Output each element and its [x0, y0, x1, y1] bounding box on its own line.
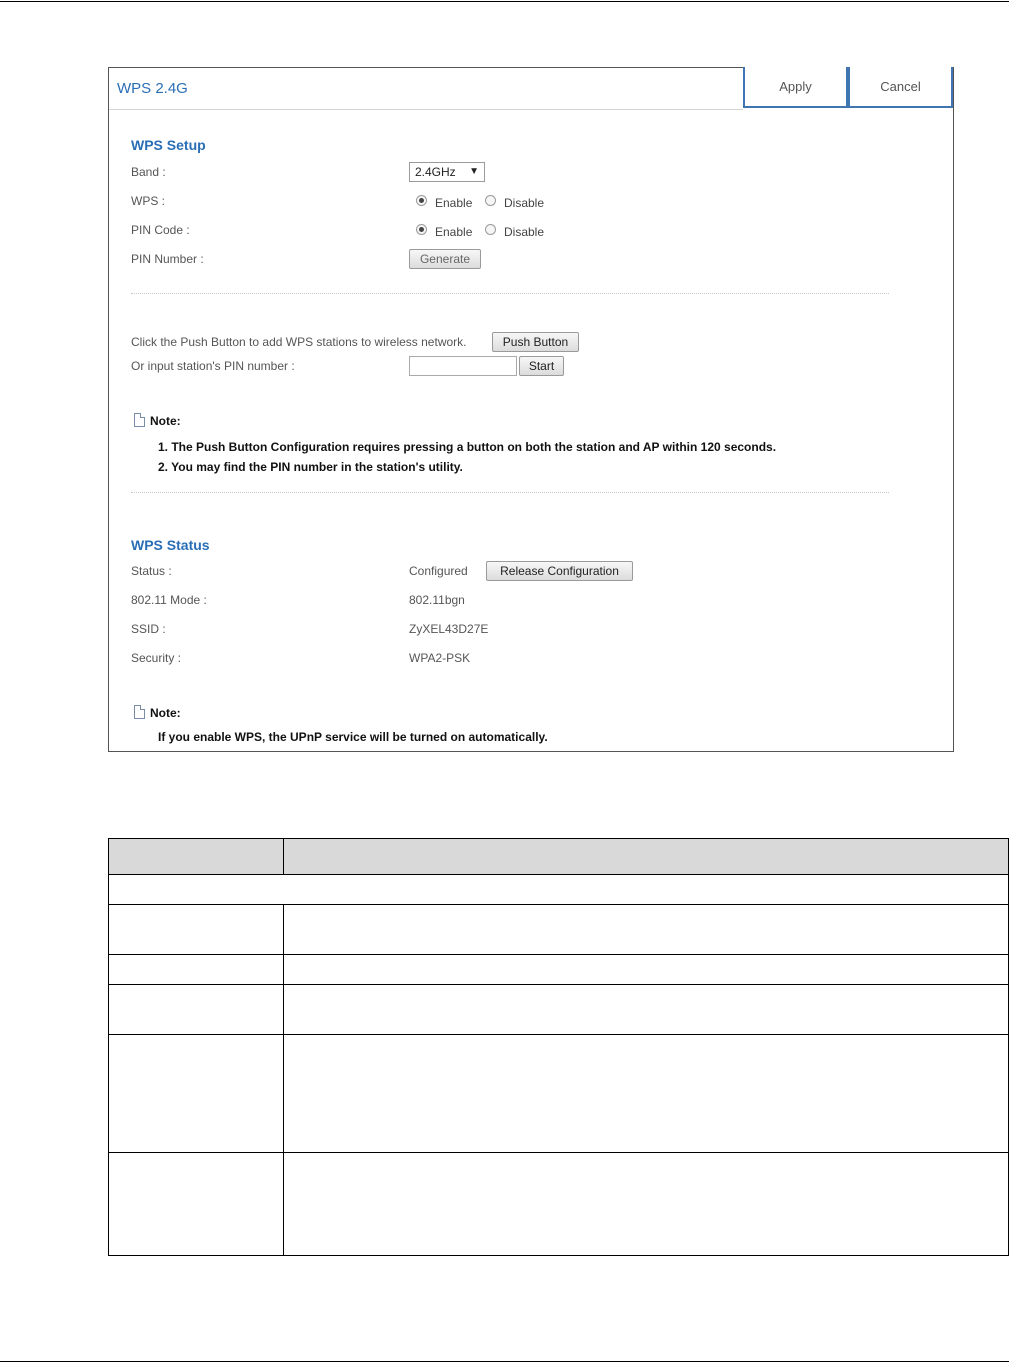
table-cell: [109, 905, 284, 955]
table-row: [109, 1035, 1009, 1153]
table-cell: [284, 1153, 1009, 1256]
security-label: Security :: [131, 651, 182, 665]
apply-button[interactable]: Apply: [743, 67, 848, 108]
table-row: [109, 875, 1009, 905]
station-pin-label: Or input station's PIN number :: [131, 359, 295, 373]
ssid-value: ZyXEL43D27E: [409, 622, 489, 636]
pin-number-label: PIN Number :: [131, 252, 204, 266]
note-heading: Note:: [150, 414, 181, 428]
table-header-cell: [109, 839, 284, 875]
note-icon: [134, 413, 145, 427]
table-row: [109, 985, 1009, 1035]
table-cell: [109, 1153, 284, 1256]
ssid-label: SSID :: [131, 622, 166, 636]
table-header-cell: [284, 839, 1009, 875]
mode-label: 802.11 Mode :: [131, 593, 207, 607]
table-cell: [109, 955, 284, 985]
wps-disable-radio[interactable]: [485, 195, 496, 206]
push-button[interactable]: Push Button: [492, 332, 579, 352]
wps-enable-radio[interactable]: [416, 195, 427, 206]
station-pin-input[interactable]: [409, 356, 517, 376]
cancel-button[interactable]: Cancel: [848, 67, 953, 108]
bottom-rule: [0, 1361, 1009, 1362]
table-row: [109, 1153, 1009, 1256]
pin-enable-radio[interactable]: [416, 224, 427, 235]
note-icon: [134, 705, 145, 719]
note-heading: Note:: [150, 706, 181, 720]
pin-enable-label: Enable: [435, 225, 473, 239]
upnp-note-line: If you enable WPS, the UPnP service will be turned on automatically.: [158, 730, 548, 744]
table-cell: [284, 985, 1009, 1035]
table-cell: [109, 1035, 284, 1153]
wps-label: WPS :: [131, 194, 166, 208]
table-row: [109, 905, 1009, 955]
band-select[interactable]: [409, 162, 485, 182]
status-value: Configured: [409, 564, 468, 578]
divider: [131, 492, 889, 493]
note-line-1: 1. The Push Button Configuration requires pressing a button on both the station and AP within 120 seconds.: [158, 440, 777, 454]
pin-disable-radio[interactable]: [485, 224, 496, 235]
wps-enable-label: Enable: [435, 196, 473, 210]
band-label: Band :: [131, 165, 166, 179]
note-line-2: 2. You may find the PIN number in the station's utility.: [158, 460, 463, 474]
table-cell: [284, 955, 1009, 985]
band-select-value: 2.4GHz: [415, 165, 456, 179]
pin-disable-label: Disable: [504, 225, 545, 239]
chevron-down-icon: ▼: [469, 166, 479, 177]
table-cell: [109, 875, 1009, 905]
table-cell: [284, 905, 1009, 955]
pin-code-label: PIN Code :: [131, 223, 190, 237]
push-button-instructions: Click the Push Button to add WPS stations to wireless network.: [131, 335, 467, 349]
start-button[interactable]: Start: [519, 356, 564, 376]
generate-button[interactable]: Generate: [409, 249, 481, 269]
divider: [131, 293, 889, 294]
wps-setup-title: WPS Setup: [131, 137, 206, 153]
release-configuration-button[interactable]: Release Configuration: [486, 561, 633, 581]
security-value: WPA2-PSK: [409, 651, 471, 665]
panel-title: WPS 2.4G: [117, 80, 188, 97]
status-label: Status :: [131, 564, 172, 578]
wps-status-title: WPS Status: [131, 537, 210, 553]
mode-value: 802.11bgn: [409, 593, 465, 607]
table-cell: [284, 1035, 1009, 1153]
table-header-row: [109, 839, 1009, 875]
table-cell: [109, 985, 284, 1035]
top-rule: [0, 1, 1009, 2]
wps-panel: [108, 67, 954, 752]
description-table: [108, 838, 1009, 1256]
wps-disable-label: Disable: [504, 196, 545, 210]
title-divider: [109, 109, 743, 110]
table-row: [109, 955, 1009, 985]
